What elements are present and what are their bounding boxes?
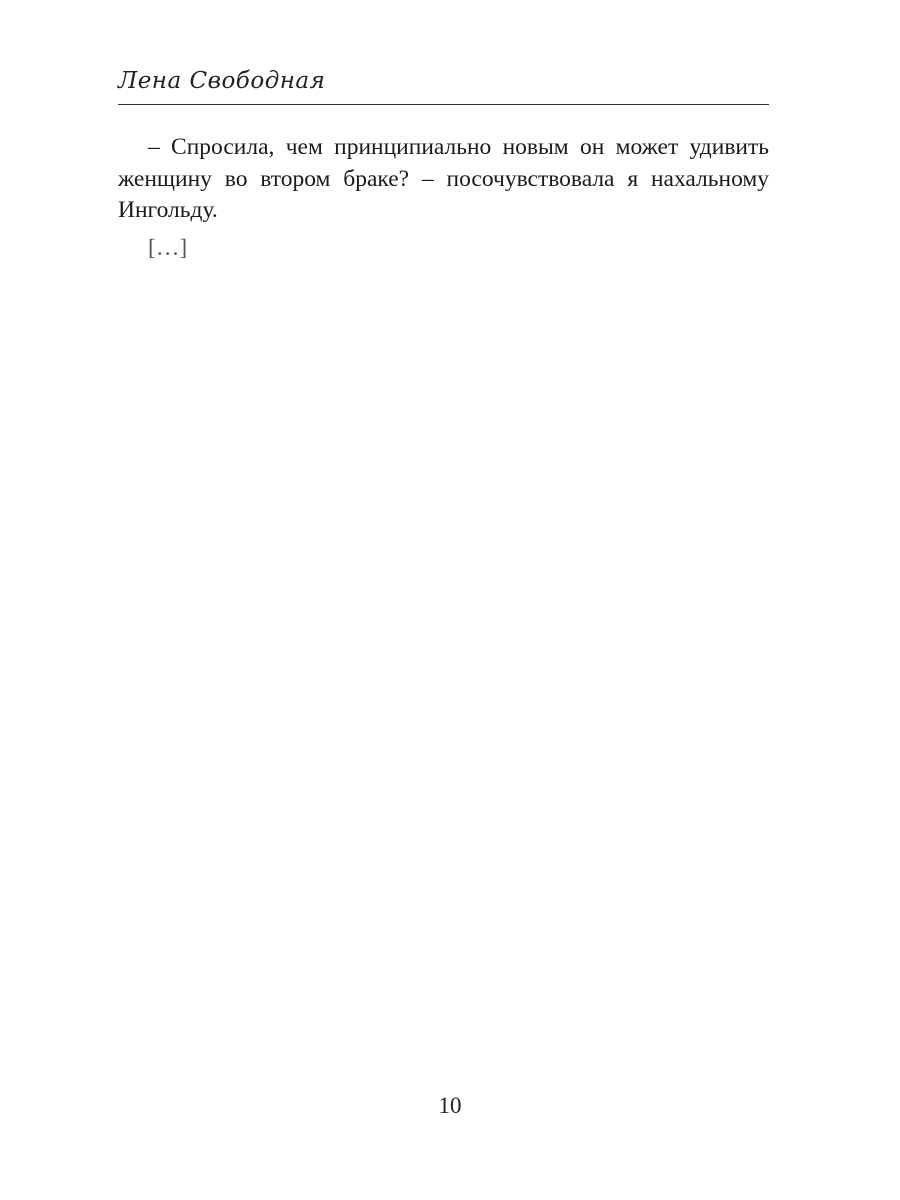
body-text xyxy=(118,132,769,264)
running-head-author: Лена Свободная xyxy=(118,68,326,94)
paragraph-excerpt: – Спросила, чем принципиально новым он может удивить женщину во втором браке? – посочувствовала я нахальному Ингольду. xyxy=(118,134,769,223)
header-rule xyxy=(118,104,769,105)
omission-marker: […] xyxy=(148,234,188,261)
page-number: 10 xyxy=(438,1093,462,1118)
